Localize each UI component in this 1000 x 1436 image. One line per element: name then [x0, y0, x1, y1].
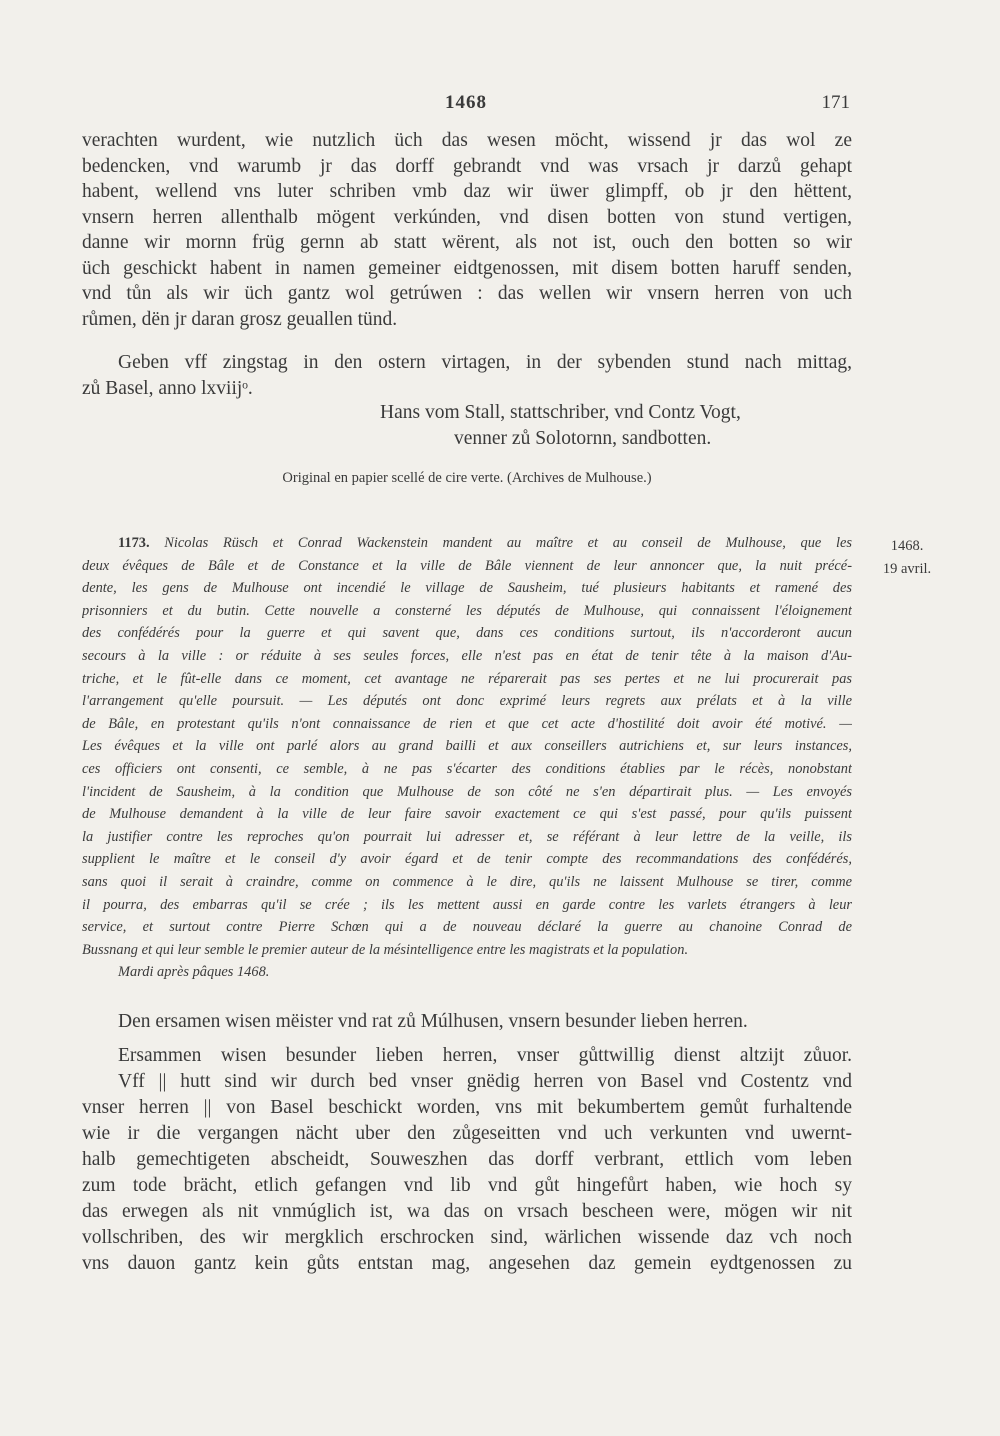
signature-block	[380, 400, 860, 451]
entry-number: 1173.	[118, 535, 150, 551]
signature-line: venner zů Solotornn, sandbotten.	[454, 427, 712, 449]
header-year: 1468	[445, 92, 487, 113]
text-line: dente, les gens de Mulhouse ont incendié le village de Sausheim, tué plusieurs habitants et ramené des	[82, 580, 852, 597]
text-line: des confédérés pour la guerre et qui savent que, dans ces conditions surtout, ils n'accorderont aucun	[82, 625, 852, 642]
text-line: wie ir die vergangen nächt uber den zůgeseitten vnd uch verkunten vnd uwernt-	[82, 1123, 852, 1144]
text-line: sans quoi il serait à craindre, comme on commence à le dire, qu'ils ne laissent Mulhouse se tirer, comme	[82, 873, 852, 890]
page-number: 171	[821, 92, 850, 113]
text-line: zů Basel, anno lxviijᵒ.	[82, 377, 253, 399]
summary-first-line	[82, 532, 852, 555]
text-line: Geben vff zingstag in den ostern virtagen, in der sybenden stund nach mittag,	[118, 352, 852, 373]
text-line: de Bâle, en protestant qu'ils n'ont connaissance de rien et que cet acte d'hostilité doit avoir été motivé. —	[82, 715, 852, 732]
margin-date	[872, 535, 942, 580]
text-line: vnser herren || von Basel beschickt worden, vns mit bekumbertem gemůt furhaltende	[82, 1097, 852, 1118]
text-line: habent, wellend vns luter schriben vmb daz wir üwer glimpff, ob jr den hëttent,	[82, 181, 852, 202]
text-line: Ersammen wisen besunder lieben herren, vnser gůttwillig dienst altzijt zůuor.	[118, 1045, 852, 1066]
text-line: service, et surtout contre Pierre Schœn qui a de nouveau déclaré la guerre au chanoine Conrad de	[82, 919, 852, 936]
margin-day: 19 avril.	[882, 560, 932, 577]
text-line: l'arrangement qu'elle poursuit. — Les députés ont donc exprimé leurs regrets aux prélats et à la ville	[82, 693, 852, 710]
signature-line: Hans vom Stall, stattschriber, vnd Contz Vogt,	[380, 402, 741, 423]
text-line: prisonniers et du butin. Cette nouvelle a consterné les députés de Mulhouse, qui connaissent l'éloignement	[82, 602, 852, 619]
letter-address: Den ersamen wisen mëister vnd rat zů Múlhusen, vnsern besunder lieben herren.	[118, 1011, 748, 1032]
text-line: ces officiers ont consenti, ce semble, à ne pas s'écarter des conditions établies par le récès, nonobstant	[82, 760, 852, 777]
margin-year: 1468.	[890, 538, 924, 554]
text-line: halb gemechtigeten abscheidt, Souweszhen das dorff verbrant, ettlich vom leben	[82, 1149, 852, 1170]
text-line: vns dauon gantz kein gůts entstan mag, angesehen daz gemein eydtgenossen zu	[82, 1253, 852, 1274]
text-line: triche, et le fût-elle dans ce moment, cet avantage ne réparerait pas ses pertes et ne lui procurerait pas	[82, 670, 852, 687]
text-line: de Mulhouse demandent à la ville de leur faire savoir exactement ce qui s'est passé, pour qu'ils puissent	[82, 806, 852, 823]
text-line: das erwegen als nit vnmúglich ist, wa das on vrsach bescheen were, mögen wir nit	[82, 1201, 852, 1222]
text-line: secours à la ville : or réduite à ses seules forces, elle n'est pas en état de tenir tête à la maison d'Au-	[82, 647, 852, 664]
page-header	[82, 92, 850, 118]
text-line: Vff || hutt sind wir durch bed vnser gnëdig herren von Basel vnd Costentz vnd	[118, 1071, 852, 1092]
source-note: Original en papier scellé de cire verte. (Archives de Mulhouse.)	[282, 470, 652, 486]
text-line: üch geschickt habent in namen gemeiner eidtgenossen, mit disem botten haruff senden,	[82, 257, 852, 279]
text-line: deux évêques de Bâle et de Constance et la ville de Bâle viennent de leur annoncer que, la nuit précé-	[82, 557, 852, 574]
summary-text: Nicolas Rüsch et Conrad Wackenstein mandent au maître et au conseil de Mulhouse, que les	[164, 535, 852, 551]
text-line: Les évêques et la ville ont parlé alors au grand bailli et aux conseillers autrichiens et, sur leurs instances,	[82, 738, 852, 755]
text-line: zum tode brächt, etlich gefangen vnd lib vnd gůt hingefůrt haben, wie hoch sy	[82, 1175, 852, 1196]
entry-summary	[82, 532, 852, 984]
text-line: supplient le maître et le conseil d'y avoir égard et de tenir compte des recommandations des confédérés,	[82, 851, 852, 868]
letter-body	[82, 1043, 852, 1277]
text-line: il pourra, des embarras qu'il se crée ; ils les mettent aussi en garde contre les varlets étrangers à leur	[82, 896, 852, 913]
text-line: la justifier contre les reproches qu'on pourrait lui adresser et, se référant à leur lettre de la veille, ils	[82, 828, 852, 845]
dating-clause	[82, 350, 852, 401]
text-line: l'incident de Sausheim, à la condition que Mulhouse de son côté ne s'en départirait plus. — Les envoyés	[82, 783, 852, 800]
text-line: vollschriben, des wir mergklich erschrocken sind, wärlichen wissende daz vch noch	[82, 1227, 852, 1248]
summary-date-line: Mardi après pâques 1468.	[118, 964, 270, 981]
text-line: bedencken, vnd warumb jr das dorff gebrandt vnd was vrsach jr darzů gehapt	[82, 155, 852, 177]
letter-paragraph-continued	[82, 128, 852, 332]
text-line: vnsern herren allenthalb mögent verkúnden, vnd disen botten von stund vertigen,	[82, 206, 852, 228]
text-line: danne wir mornn früg gernn ab statt wërent, als not ist, ouch den botten so wir	[82, 232, 852, 253]
text-line: verachten wurdent, wie nutzlich üch das wesen möcht, wissend jr das wol ze	[82, 130, 852, 151]
text-line: vnd tůn als wir üch gantz wol getrúwen : das wellen wir vnsern herren von uch	[82, 283, 852, 304]
text-line: Bussnang et qui leur semble le premier auteur de la mésintelligence entre les magistrats et la population.	[82, 941, 689, 958]
text-line: růmen, dën jr daran grosz geuallen tünd.	[82, 308, 398, 330]
